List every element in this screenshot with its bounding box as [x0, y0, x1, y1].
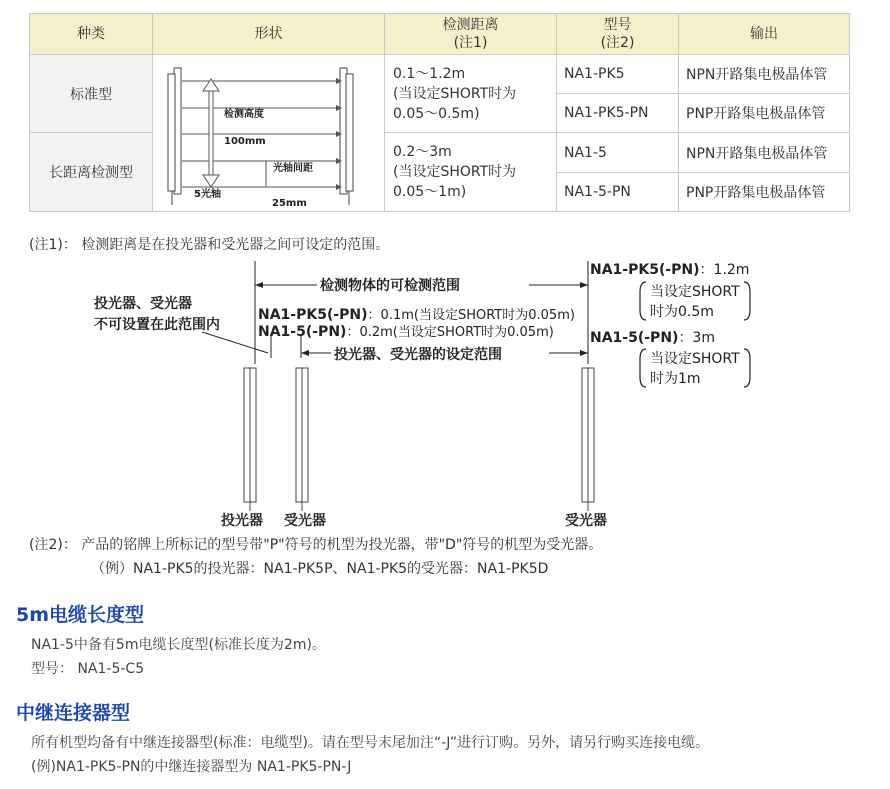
output-cell: PNP开路集电极晶体管: [679, 173, 850, 212]
header-distance: [385, 14, 557, 55]
max-distance-pk5-value: ：1.2m: [699, 262, 750, 278]
header-model-label: 型号: [603, 17, 632, 33]
shape-axes-label: 5光轴: [194, 189, 221, 200]
table-header-row: [30, 14, 850, 55]
no-install-label-2: 不可设置在此范围内: [94, 317, 220, 333]
min-distance-n5-value: ：0.2m(当设定SHORT时为0.05m): [346, 325, 554, 340]
max-distance-n5: [590, 330, 715, 346]
model-cell: NA1-PK5-PN: [557, 94, 679, 133]
section-5m-cable-title: 5m电缆长度型: [16, 604, 145, 626]
note-2-example: （例）NA1-PK5的投光器：NA1-PK5P、NA1-PK5的受光器：NA1-PK5D: [91, 561, 549, 577]
header-model-note: (注2): [600, 35, 635, 51]
note-2: (注2)： 产品的铭牌上所标记的型号带"P"符号的机型为投光器，带"D"符号的机型为受光器。: [29, 537, 603, 553]
shape-cell: [153, 55, 385, 212]
receiver-label-far: 受光器: [565, 513, 607, 529]
min-distance-n5: [258, 324, 554, 340]
min-distance-pk5-model: NA1-PK5(-PN): [258, 307, 368, 323]
min-distance-pk5: [258, 307, 575, 323]
distance-cell: [385, 133, 557, 212]
shape-diagram: [153, 55, 384, 211]
section-connector-text: 所有机型均备有中继连接器型(标准：电缆型)。请在型号末尾加注“-J”进行订购。另外，请另行购买连接电缆。: [31, 735, 710, 751]
setting-range-label: 投光器、受光器的设定范围: [334, 347, 502, 363]
distance-range: 0.1～1.2m: [393, 65, 466, 82]
distance-cell: [385, 55, 557, 133]
header-type: 种类: [30, 14, 153, 55]
header-distance-label: 检测距离: [442, 17, 499, 33]
model-cell: NA1-5-PN: [557, 173, 679, 212]
max-distance-n5-short-1: 当设定SHORT: [650, 351, 740, 367]
shape-pitch-label: 光轴间距: [273, 163, 313, 174]
table-row: [30, 55, 850, 94]
section-connector-title: 中继连接器型: [16, 702, 131, 724]
header-shape: 形状: [153, 14, 385, 55]
max-distance-pk5-short-2: 时为0.5m: [650, 304, 714, 320]
range-diagram: [0, 252, 890, 532]
spec-table: [29, 13, 850, 212]
shape-height-label: 检测高度: [224, 109, 264, 120]
model-cell: NA1-5: [557, 133, 679, 173]
max-distance-pk5-model: NA1-PK5(-PN): [590, 262, 700, 278]
max-distance-n5-model: NA1-5(-PN): [590, 330, 679, 346]
output-cell: NPN开路集电极晶体管: [679, 55, 850, 94]
distance-short-note: (当设定SHORT时为: [393, 85, 517, 102]
section-5m-cable-model: 型号： NA1-5-C5: [31, 661, 145, 677]
max-distance-pk5-short-1: 当设定SHORT: [650, 284, 740, 300]
distance-short-range: 0.05～0.5m): [393, 105, 480, 122]
receiver-label-near: 受光器: [284, 513, 326, 529]
type-cell: 长距离检测型: [30, 133, 153, 212]
distance-short-note: (当设定SHORT时为: [393, 164, 517, 180]
distance-short-range: 0.05～1m): [393, 184, 467, 200]
max-distance-n5-short-2: 时为1m: [650, 371, 701, 387]
note-1: (注1)： 检测距离是在投光器和受光器之间可设定的范围。: [29, 237, 390, 253]
type-cell: 标准型: [30, 55, 153, 133]
detectable-range-label: 检测物体的可检测范围: [320, 278, 460, 294]
header-model: [557, 14, 679, 55]
header-distance-note: (注1): [453, 35, 488, 51]
max-distance-pk5: [590, 262, 749, 278]
no-install-label-1: 投光器、受光器: [94, 296, 192, 312]
model-cell: NA1-PK5: [557, 55, 679, 94]
header-output: 输出: [679, 14, 850, 55]
min-distance-pk5-value: ：0.1m(当设定SHORT时为0.05m): [367, 308, 575, 323]
distance-range: 0.2～3m: [393, 144, 452, 160]
max-distance-n5-value: ：3m: [678, 330, 715, 346]
output-cell: NPN开路集电极晶体管: [679, 133, 850, 173]
shape-pitch-value: 25mm: [272, 198, 307, 209]
section-5m-cable-text: NA1-5中备有5m电缆长度型(标准长度为2m)。: [31, 637, 326, 653]
min-distance-n5-model: NA1-5(-PN): [258, 324, 347, 340]
emitter-label: 投光器: [221, 513, 263, 529]
output-cell: PNP开路集电极晶体管: [679, 94, 850, 133]
shape-height-value: 100mm: [224, 136, 266, 147]
section-connector-example: (例)NA1-PK5-PN的中继连接器型为 NA1-PK5-PN-J: [31, 759, 352, 775]
